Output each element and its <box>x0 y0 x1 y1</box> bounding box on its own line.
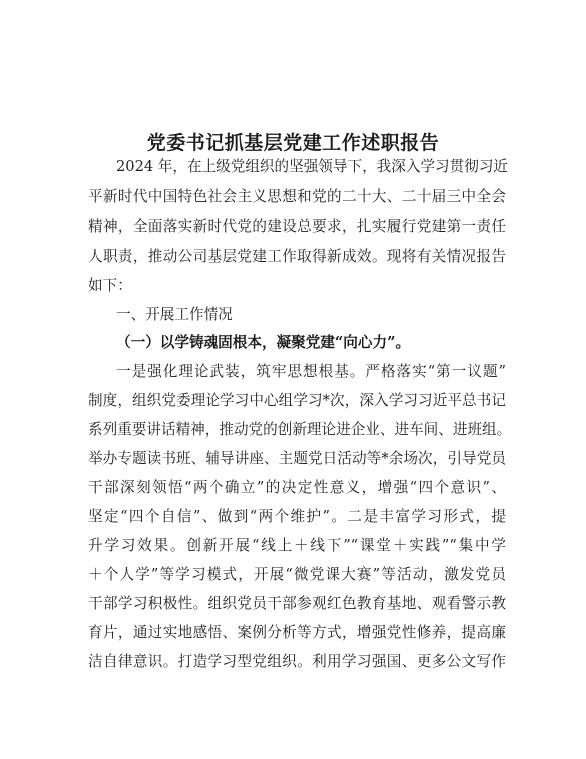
body-line: 一是强化理论武装，筑牢思想根基。严格落实“第一议题” <box>116 363 506 380</box>
document-title: 党委书记抓基层党建工作述职报告 <box>146 132 440 154</box>
intro-line: 人职责，推动公司基层党建工作取得新成效。现将有关情况报告 <box>88 248 506 265</box>
body-line: 干部深刻领悟“两个确立”的决定性意义，增强“四个意识”、 <box>88 479 506 496</box>
body-line: 系列重要讲话精神，推动党的创新理论进企业、进车间、进班组。 <box>88 421 512 438</box>
body-line: 升学习效果。创新开展“线上＋线下”“课堂＋实践”“集中学 <box>88 537 506 554</box>
subsection-heading: （一）以学铸魂固根本，凝聚党建“向心力”。 <box>116 334 411 351</box>
intro-line: 精神，全面落实新时代党的建设总要求，扎实履行党建第一责任 <box>88 218 506 235</box>
body-line: 坚定“四个自信”、做到“两个维护”。二是丰富学习形式，提 <box>88 508 506 525</box>
body-line: 洁自律意识。打造学习型党组织。利用学习强国、更多公文写作 <box>88 653 506 670</box>
body-line: 育片，通过实地感悟、案例分析等方式，增强党性修养，提高廉 <box>88 624 506 641</box>
body-line: 制度，组织党委理论学习中心组学习*次，深入学习习近平总书记 <box>88 392 506 409</box>
intro-line: 如下： <box>88 277 132 294</box>
body-line: ＋个人学”等学习模式，开展“微党课大赛”等活动，激发党员 <box>88 566 506 583</box>
intro-line: 2024 年，在上级党组织的坚强领导下，我深入学习贯彻习近 <box>116 158 509 175</box>
body-line: 举办专题读书班、辅导讲座、主题党日活动等*余场次，引导党员 <box>88 450 506 467</box>
body-line: 干部学习积极性。组织党员干部参观红色教育基地、观看警示教 <box>88 595 506 612</box>
intro-line: 平新时代中国特色社会主义思想和党的二十大、二十届三中全会 <box>88 188 506 205</box>
section-heading: 一、开展工作情况 <box>116 306 233 323</box>
